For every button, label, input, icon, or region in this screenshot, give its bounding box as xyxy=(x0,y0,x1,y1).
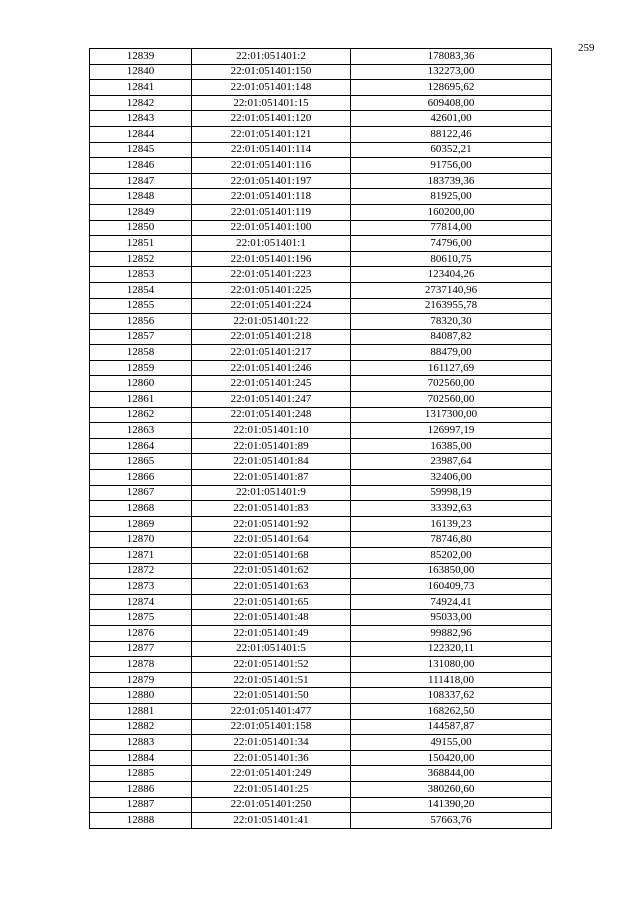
row-number-cell: 12887 xyxy=(90,797,192,813)
table-row xyxy=(90,703,552,719)
cadastral-number-cell: 22:01:051401:62 xyxy=(192,563,351,579)
cadastral-value-cell: 702560,00 xyxy=(351,392,552,408)
cadastral-number-cell: 22:01:051401:2 xyxy=(192,49,351,65)
cadastral-value-cell: 132273,00 xyxy=(351,64,552,80)
row-number-cell: 12882 xyxy=(90,719,192,735)
table-row xyxy=(90,735,552,751)
row-number-cell: 12857 xyxy=(90,329,192,345)
row-number-cell: 12859 xyxy=(90,360,192,376)
cadastral-number-cell: 22:01:051401:5 xyxy=(192,641,351,657)
cadastral-number-cell: 22:01:051401:22 xyxy=(192,314,351,330)
table-row xyxy=(90,173,552,189)
table-row xyxy=(90,126,552,142)
cadastral-value-cell: 59998,19 xyxy=(351,485,552,501)
table-row xyxy=(90,345,552,361)
cadastral-number-cell: 22:01:051401:84 xyxy=(192,454,351,470)
table-row xyxy=(90,579,552,595)
row-number-cell: 12869 xyxy=(90,516,192,532)
row-number-cell: 12883 xyxy=(90,735,192,751)
cadastral-value-cell: 74796,00 xyxy=(351,236,552,252)
row-number-cell: 12845 xyxy=(90,142,192,158)
cadastral-value-cell: 33392,63 xyxy=(351,501,552,517)
cadastral-value-cell: 57663,76 xyxy=(351,813,552,829)
table-row xyxy=(90,781,552,797)
cadastral-number-cell: 22:01:051401:114 xyxy=(192,142,351,158)
cadastral-value-cell: 111418,00 xyxy=(351,672,552,688)
cadastral-value-cell: 85202,00 xyxy=(351,548,552,564)
cadastral-number-cell: 22:01:051401:1 xyxy=(192,236,351,252)
table-row xyxy=(90,64,552,80)
row-number-cell: 12864 xyxy=(90,438,192,454)
table-row xyxy=(90,111,552,127)
cadastral-value-cell: 368844,00 xyxy=(351,766,552,782)
table-row xyxy=(90,516,552,532)
cadastral-value-cell: 80610,75 xyxy=(351,251,552,267)
row-number-cell: 12874 xyxy=(90,594,192,610)
cadastral-value-cell: 88479,00 xyxy=(351,345,552,361)
table-row xyxy=(90,95,552,111)
cadastral-number-cell: 22:01:051401:83 xyxy=(192,501,351,517)
cadastral-number-cell: 22:01:051401:223 xyxy=(192,267,351,283)
table-row xyxy=(90,267,552,283)
cadastral-number-cell: 22:01:051401:50 xyxy=(192,688,351,704)
cadastral-number-cell: 22:01:051401:249 xyxy=(192,766,351,782)
cadastral-number-cell: 22:01:051401:118 xyxy=(192,189,351,205)
row-number-cell: 12863 xyxy=(90,423,192,439)
row-number-cell: 12850 xyxy=(90,220,192,236)
cadastral-number-cell: 22:01:051401:68 xyxy=(192,548,351,564)
cadastral-number-cell: 22:01:051401:49 xyxy=(192,625,351,641)
table-row xyxy=(90,641,552,657)
cadastral-value-table xyxy=(89,48,552,829)
row-number-cell: 12871 xyxy=(90,548,192,564)
cadastral-number-cell: 22:01:051401:477 xyxy=(192,703,351,719)
row-number-cell: 12848 xyxy=(90,189,192,205)
row-number-cell: 12840 xyxy=(90,64,192,80)
cadastral-number-cell: 22:01:051401:52 xyxy=(192,657,351,673)
cadastral-value-cell: 108337,62 xyxy=(351,688,552,704)
table-row xyxy=(90,189,552,205)
row-number-cell: 12885 xyxy=(90,766,192,782)
table-row xyxy=(90,251,552,267)
row-number-cell: 12843 xyxy=(90,111,192,127)
row-number-cell: 12856 xyxy=(90,314,192,330)
cadastral-number-cell: 22:01:051401:196 xyxy=(192,251,351,267)
cadastral-value-cell: 81925,00 xyxy=(351,189,552,205)
table-row xyxy=(90,236,552,252)
cadastral-number-cell: 22:01:051401:245 xyxy=(192,376,351,392)
row-number-cell: 12860 xyxy=(90,376,192,392)
row-number-cell: 12847 xyxy=(90,173,192,189)
row-number-cell: 12881 xyxy=(90,703,192,719)
table-row xyxy=(90,548,552,564)
cadastral-number-cell: 22:01:051401:41 xyxy=(192,813,351,829)
row-number-cell: 12877 xyxy=(90,641,192,657)
cadastral-value-cell: 380260,60 xyxy=(351,781,552,797)
cadastral-value-cell: 77814,00 xyxy=(351,220,552,236)
row-number-cell: 12866 xyxy=(90,470,192,486)
cadastral-number-cell: 22:01:051401:197 xyxy=(192,173,351,189)
cadastral-value-cell: 141390,20 xyxy=(351,797,552,813)
row-number-cell: 12853 xyxy=(90,267,192,283)
row-number-cell: 12880 xyxy=(90,688,192,704)
row-number-cell: 12884 xyxy=(90,750,192,766)
row-number-cell: 12849 xyxy=(90,204,192,220)
cadastral-value-cell: 163850,00 xyxy=(351,563,552,579)
cadastral-value-cell: 32406,00 xyxy=(351,470,552,486)
cadastral-number-cell: 22:01:051401:246 xyxy=(192,360,351,376)
row-number-cell: 12861 xyxy=(90,392,192,408)
cadastral-value-cell: 161127,69 xyxy=(351,360,552,376)
cadastral-number-cell: 22:01:051401:116 xyxy=(192,158,351,174)
row-number-cell: 12842 xyxy=(90,95,192,111)
cadastral-value-cell: 122320,11 xyxy=(351,641,552,657)
cadastral-value-cell: 2737140,96 xyxy=(351,282,552,298)
cadastral-number-cell: 22:01:051401:217 xyxy=(192,345,351,361)
table-row xyxy=(90,282,552,298)
table-row xyxy=(90,563,552,579)
table-row xyxy=(90,594,552,610)
cadastral-number-cell: 22:01:051401:89 xyxy=(192,438,351,454)
row-number-cell: 12875 xyxy=(90,610,192,626)
cadastral-value-cell: 49155,00 xyxy=(351,735,552,751)
cadastral-value-cell: 128695,62 xyxy=(351,80,552,96)
cadastral-value-cell: 150420,00 xyxy=(351,750,552,766)
table-row xyxy=(90,813,552,829)
table-row xyxy=(90,80,552,96)
page-number: 259 xyxy=(578,42,595,54)
cadastral-value-cell: 702560,00 xyxy=(351,376,552,392)
cadastral-value-cell: 84087,82 xyxy=(351,329,552,345)
cadastral-number-cell: 22:01:051401:119 xyxy=(192,204,351,220)
cadastral-number-cell: 22:01:051401:64 xyxy=(192,532,351,548)
cadastral-number-cell: 22:01:051401:121 xyxy=(192,126,351,142)
cadastral-number-cell: 22:01:051401:34 xyxy=(192,735,351,751)
cadastral-value-cell: 160409,73 xyxy=(351,579,552,595)
row-number-cell: 12872 xyxy=(90,563,192,579)
cadastral-number-cell: 22:01:051401:120 xyxy=(192,111,351,127)
row-number-cell: 12852 xyxy=(90,251,192,267)
cadastral-value-cell: 1317300,00 xyxy=(351,407,552,423)
cadastral-value-cell: 99882,96 xyxy=(351,625,552,641)
table-body xyxy=(90,49,552,829)
cadastral-value-cell: 91756,00 xyxy=(351,158,552,174)
cadastral-number-cell: 22:01:051401:48 xyxy=(192,610,351,626)
cadastral-value-cell: 123404,26 xyxy=(351,267,552,283)
cadastral-value-cell: 23987,64 xyxy=(351,454,552,470)
cadastral-number-cell: 22:01:051401:10 xyxy=(192,423,351,439)
table-row xyxy=(90,797,552,813)
table-row xyxy=(90,454,552,470)
cadastral-number-cell: 22:01:051401:65 xyxy=(192,594,351,610)
table-row xyxy=(90,485,552,501)
cadastral-number-cell: 22:01:051401:63 xyxy=(192,579,351,595)
cadastral-value-cell: 183739,36 xyxy=(351,173,552,189)
cadastral-number-cell: 22:01:051401:250 xyxy=(192,797,351,813)
cadastral-value-cell: 74924,41 xyxy=(351,594,552,610)
row-number-cell: 12876 xyxy=(90,625,192,641)
row-number-cell: 12839 xyxy=(90,49,192,65)
cadastral-number-cell: 22:01:051401:87 xyxy=(192,470,351,486)
row-number-cell: 12851 xyxy=(90,236,192,252)
cadastral-value-cell: 2163955,78 xyxy=(351,298,552,314)
table-row xyxy=(90,423,552,439)
row-number-cell: 12841 xyxy=(90,80,192,96)
cadastral-number-cell: 22:01:051401:100 xyxy=(192,220,351,236)
table-row xyxy=(90,672,552,688)
table-row xyxy=(90,750,552,766)
row-number-cell: 12886 xyxy=(90,781,192,797)
cadastral-value-cell: 144587,87 xyxy=(351,719,552,735)
table-row xyxy=(90,329,552,345)
cadastral-value-cell: 160200,00 xyxy=(351,204,552,220)
cadastral-value-cell: 16385,00 xyxy=(351,438,552,454)
row-number-cell: 12865 xyxy=(90,454,192,470)
table-row xyxy=(90,298,552,314)
table-row xyxy=(90,532,552,548)
table-row xyxy=(90,610,552,626)
table-row xyxy=(90,438,552,454)
row-number-cell: 12873 xyxy=(90,579,192,595)
table-row xyxy=(90,376,552,392)
row-number-cell: 12867 xyxy=(90,485,192,501)
row-number-cell: 12888 xyxy=(90,813,192,829)
row-number-cell: 12858 xyxy=(90,345,192,361)
cadastral-value-cell: 609408,00 xyxy=(351,95,552,111)
table-row xyxy=(90,719,552,735)
table-row xyxy=(90,158,552,174)
cadastral-number-cell: 22:01:051401:225 xyxy=(192,282,351,298)
table-row xyxy=(90,220,552,236)
cadastral-number-cell: 22:01:051401:148 xyxy=(192,80,351,96)
cadastral-value-cell: 178083,36 xyxy=(351,49,552,65)
table-row xyxy=(90,688,552,704)
cadastral-value-cell: 126997,19 xyxy=(351,423,552,439)
cadastral-number-cell: 22:01:051401:51 xyxy=(192,672,351,688)
row-number-cell: 12870 xyxy=(90,532,192,548)
cadastral-value-cell: 88122,46 xyxy=(351,126,552,142)
cadastral-value-cell: 60352,21 xyxy=(351,142,552,158)
cadastral-number-cell: 22:01:051401:36 xyxy=(192,750,351,766)
row-number-cell: 12862 xyxy=(90,407,192,423)
cadastral-number-cell: 22:01:051401:218 xyxy=(192,329,351,345)
table-row xyxy=(90,470,552,486)
cadastral-number-cell: 22:01:051401:150 xyxy=(192,64,351,80)
cadastral-number-cell: 22:01:051401:9 xyxy=(192,485,351,501)
row-number-cell: 12854 xyxy=(90,282,192,298)
cadastral-value-cell: 78320,30 xyxy=(351,314,552,330)
cadastral-value-cell: 42601,00 xyxy=(351,111,552,127)
cadastral-number-cell: 22:01:051401:25 xyxy=(192,781,351,797)
table-row xyxy=(90,407,552,423)
table-row xyxy=(90,360,552,376)
cadastral-number-cell: 22:01:051401:92 xyxy=(192,516,351,532)
row-number-cell: 12868 xyxy=(90,501,192,517)
table-row xyxy=(90,142,552,158)
row-number-cell: 12846 xyxy=(90,158,192,174)
table-row xyxy=(90,204,552,220)
table-row xyxy=(90,657,552,673)
cadastral-value-cell: 78746,80 xyxy=(351,532,552,548)
cadastral-value-cell: 95033,00 xyxy=(351,610,552,626)
cadastral-value-cell: 131080,00 xyxy=(351,657,552,673)
row-number-cell: 12879 xyxy=(90,672,192,688)
table-row xyxy=(90,766,552,782)
cadastral-value-cell: 168262,50 xyxy=(351,703,552,719)
table-row xyxy=(90,392,552,408)
cadastral-number-cell: 22:01:051401:15 xyxy=(192,95,351,111)
row-number-cell: 12855 xyxy=(90,298,192,314)
table-row xyxy=(90,314,552,330)
cadastral-number-cell: 22:01:051401:158 xyxy=(192,719,351,735)
table-row xyxy=(90,625,552,641)
cadastral-number-cell: 22:01:051401:224 xyxy=(192,298,351,314)
cadastral-number-cell: 22:01:051401:248 xyxy=(192,407,351,423)
table-row xyxy=(90,49,552,65)
cadastral-number-cell: 22:01:051401:247 xyxy=(192,392,351,408)
table-row xyxy=(90,501,552,517)
cadastral-value-cell: 16139,23 xyxy=(351,516,552,532)
row-number-cell: 12844 xyxy=(90,126,192,142)
row-number-cell: 12878 xyxy=(90,657,192,673)
